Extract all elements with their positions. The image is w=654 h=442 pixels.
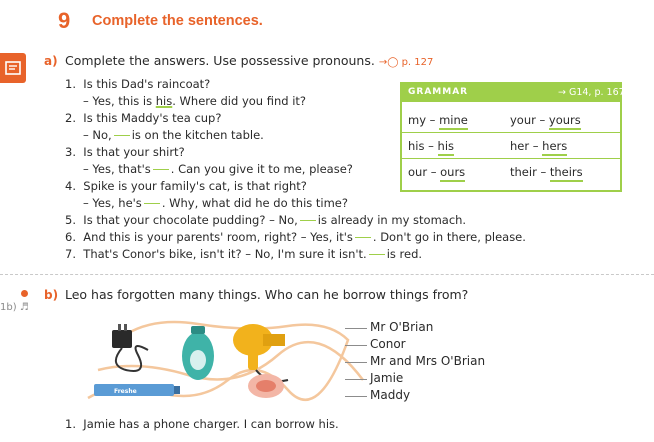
divider	[402, 158, 620, 159]
list-item: – Yes, that's . Can you give it to me, please?	[83, 162, 353, 176]
exercise-title: Complete the sentences.	[92, 13, 263, 29]
section-divider	[0, 274, 654, 275]
part-b-label: b)	[44, 288, 59, 302]
shampoo-bottle	[182, 326, 214, 380]
list-item: 3. Is that your shirt?	[65, 145, 185, 159]
answer-blank[interactable]	[114, 135, 130, 136]
headphones-icon: ♬	[19, 302, 29, 313]
list-item: 5. Is that your chocolate pudding? – No, is already in my stomach.	[65, 213, 467, 227]
person-name: Jamie	[370, 371, 404, 385]
list-item: 1. Is this Dad's raincoat?	[65, 77, 211, 91]
pointer-line	[345, 328, 367, 329]
list-item: 7. That's Conor's bike, isn't it? – No, I'm sure it isn't. is red.	[65, 247, 423, 261]
divider	[402, 132, 620, 133]
grammar-title: GRAMMAR	[408, 87, 469, 97]
answer-blank[interactable]	[300, 220, 316, 221]
person-name: Mr O'Brian	[370, 320, 434, 334]
example-answer: his	[155, 94, 173, 108]
page-reference[interactable]: →◯ p. 127	[378, 57, 434, 68]
toothpaste	[94, 384, 180, 396]
part-a-label: a)	[44, 54, 58, 68]
audio-track[interactable]: 1b) ♬	[0, 302, 29, 313]
soap	[248, 374, 284, 398]
grammar-box	[400, 82, 625, 192]
answer-blank[interactable]	[144, 203, 160, 204]
grammar-cell: their – theirs	[510, 165, 583, 179]
grammar-cell: my – mine	[408, 113, 468, 127]
grammar-reference[interactable]: → G14, p. 167	[558, 87, 625, 98]
person-name: Mr and Mrs O'Brian	[370, 354, 486, 368]
example-sentence: 1. Jamie has a phone charger. I can borrow his.	[65, 417, 339, 431]
part-b-instruction: Leo has forgotten many things. Who can he borrow things from?	[65, 287, 469, 302]
list-item: – Yes, this is his. Where did you find it?	[83, 94, 307, 108]
connector-lines	[98, 342, 363, 380]
list-item: – No, is on the kitchen table.	[83, 128, 264, 142]
list-item: 2. Is this Maddy's tea cup?	[65, 111, 222, 125]
bullet-dot	[21, 290, 28, 297]
pointer-line	[345, 396, 367, 397]
phone-charger	[112, 324, 148, 371]
answer-blank[interactable]	[355, 237, 371, 238]
grammar-cell: his – his	[408, 139, 454, 153]
answer-blank[interactable]	[369, 254, 385, 255]
grammar-cell: her – hers	[510, 139, 567, 153]
exercise-number: 9	[58, 8, 71, 33]
list-item: 4. Spike is your family's cat, is that right?	[65, 179, 307, 193]
pointer-line	[345, 362, 367, 363]
grammar-cell: our – ours	[408, 165, 465, 179]
person-name: Conor	[370, 337, 406, 351]
grammar-cell: your – yours	[510, 113, 581, 127]
pointer-line	[345, 345, 367, 346]
part-a-instruction: Complete the answers. Use possessive pronouns. →◯ p. 127	[65, 53, 434, 68]
list-item: 6. And this is your parents' room, right? – Yes, it's . Don't go in there, please.	[65, 230, 526, 244]
pointer-line	[345, 379, 367, 380]
toothpaste-label: Freshe	[114, 388, 137, 395]
answer-blank[interactable]	[153, 169, 169, 170]
person-name: Maddy	[370, 388, 411, 402]
items-illustration	[78, 310, 378, 410]
list-item: – Yes, he's . Why, what did he do this time?	[83, 196, 348, 210]
notebook-icon	[0, 53, 26, 83]
